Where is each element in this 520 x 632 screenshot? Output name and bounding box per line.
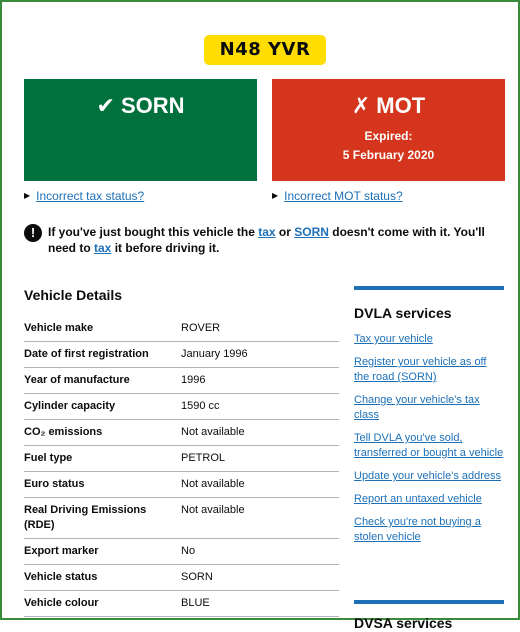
list-item (354, 355, 504, 385)
row-label: Real Driving Emissions (RDE) (24, 498, 181, 539)
mot-status-box (272, 79, 505, 181)
row-value: 1590 cc (181, 394, 339, 420)
row-label: Vehicle status (24, 565, 181, 591)
incorrect-tax-link[interactable]: Incorrect tax status? (36, 189, 145, 203)
row-value: 1996 (181, 368, 339, 394)
list-item (354, 515, 504, 545)
row-value: Not available (181, 498, 339, 539)
exclamation-icon: ! (24, 224, 42, 242)
table-row (24, 368, 339, 394)
row-label: Vehicle colour (24, 591, 181, 617)
dvla-services-list (354, 332, 504, 545)
check-icon: ✔ (96, 93, 115, 118)
row-label: Vehicle make (24, 316, 181, 342)
row-label: CO₂ emissions (24, 420, 181, 446)
warning-tax-link[interactable]: tax (258, 225, 276, 239)
row-label: Year of manufacture (24, 368, 181, 394)
check-stolen-link[interactable]: Check you're not buying a stolen vehicle (354, 516, 481, 543)
vehicle-details (24, 286, 339, 617)
table-row (24, 565, 339, 591)
row-value: SORN (181, 565, 339, 591)
update-address-link[interactable]: Update your vehicle's address (354, 470, 502, 482)
table-row (24, 472, 339, 498)
dvla-services (354, 286, 504, 553)
list-item (354, 332, 504, 347)
row-value: January 1996 (181, 342, 339, 368)
registration-plate: N48 YVR (204, 35, 326, 65)
section-divider (354, 600, 504, 604)
change-tax-class-link[interactable]: Change your vehicle's tax class (354, 394, 480, 421)
report-untaxed-link[interactable]: Report an untaxed vehicle (354, 493, 482, 505)
dvsa-services-title: DVSA services (354, 615, 453, 631)
tax-status-heading (24, 93, 257, 119)
table-row (24, 498, 339, 539)
incorrect-tax-disclosure[interactable] (24, 189, 144, 203)
section-divider (354, 286, 504, 290)
warning-sorn-link[interactable]: SORN (294, 225, 329, 239)
tax-vehicle-link[interactable]: Tax your vehicle (354, 333, 433, 345)
table-row (24, 316, 339, 342)
table-row (24, 539, 339, 565)
warning-message: If you've just bought this vehicle the tax or SORN doesn't come with it. You'll need to tax it before driving it. (48, 225, 485, 255)
list-item (354, 469, 504, 484)
row-value: ROVER (181, 316, 339, 342)
tax-status-text: SORN (120, 93, 185, 118)
row-label: Euro status (24, 472, 181, 498)
tell-dvla-link[interactable]: Tell DVLA you've sold, transferred or bought a vehicle (354, 432, 504, 459)
row-value: Not available (181, 472, 339, 498)
table-row (24, 394, 339, 420)
incorrect-mot-disclosure[interactable] (272, 189, 403, 203)
mot-expired-label: Expired: (364, 129, 413, 143)
table-row (24, 446, 339, 472)
row-label: Export marker (24, 539, 181, 565)
table-row (24, 342, 339, 368)
triangle-right-icon: ▶ (272, 191, 279, 200)
table-row (24, 420, 339, 446)
row-label: Date of first registration (24, 342, 181, 368)
list-item (354, 431, 504, 461)
dvla-services-title: DVLA services (354, 305, 452, 321)
tax-status-box (24, 79, 257, 181)
triangle-right-icon: ▶ (24, 191, 31, 200)
cross-icon: ✗ (351, 93, 371, 118)
row-value: No (181, 539, 339, 565)
vehicle-details-table (24, 316, 339, 617)
row-value: PETROL (181, 446, 339, 472)
incorrect-mot-link[interactable]: Incorrect MOT status? (284, 189, 403, 203)
table-row (24, 591, 339, 617)
warning-tax-link-2[interactable]: tax (94, 241, 112, 255)
row-label: Cylinder capacity (24, 394, 181, 420)
mot-expired-date: 5 February 2020 (342, 148, 435, 162)
list-item (354, 393, 504, 423)
mot-status-heading (272, 93, 505, 119)
mot-status-text: MOT (376, 93, 426, 118)
warning-text (24, 224, 504, 256)
row-label: Fuel type (24, 446, 181, 472)
vehicle-details-title: Vehicle Details (24, 287, 123, 303)
dvsa-services (354, 600, 504, 632)
register-sorn-link[interactable]: Register your vehicle as off the road (SORN) (354, 356, 487, 383)
list-item (354, 492, 504, 507)
row-value: Not available (181, 420, 339, 446)
row-value: BLUE (181, 591, 339, 617)
